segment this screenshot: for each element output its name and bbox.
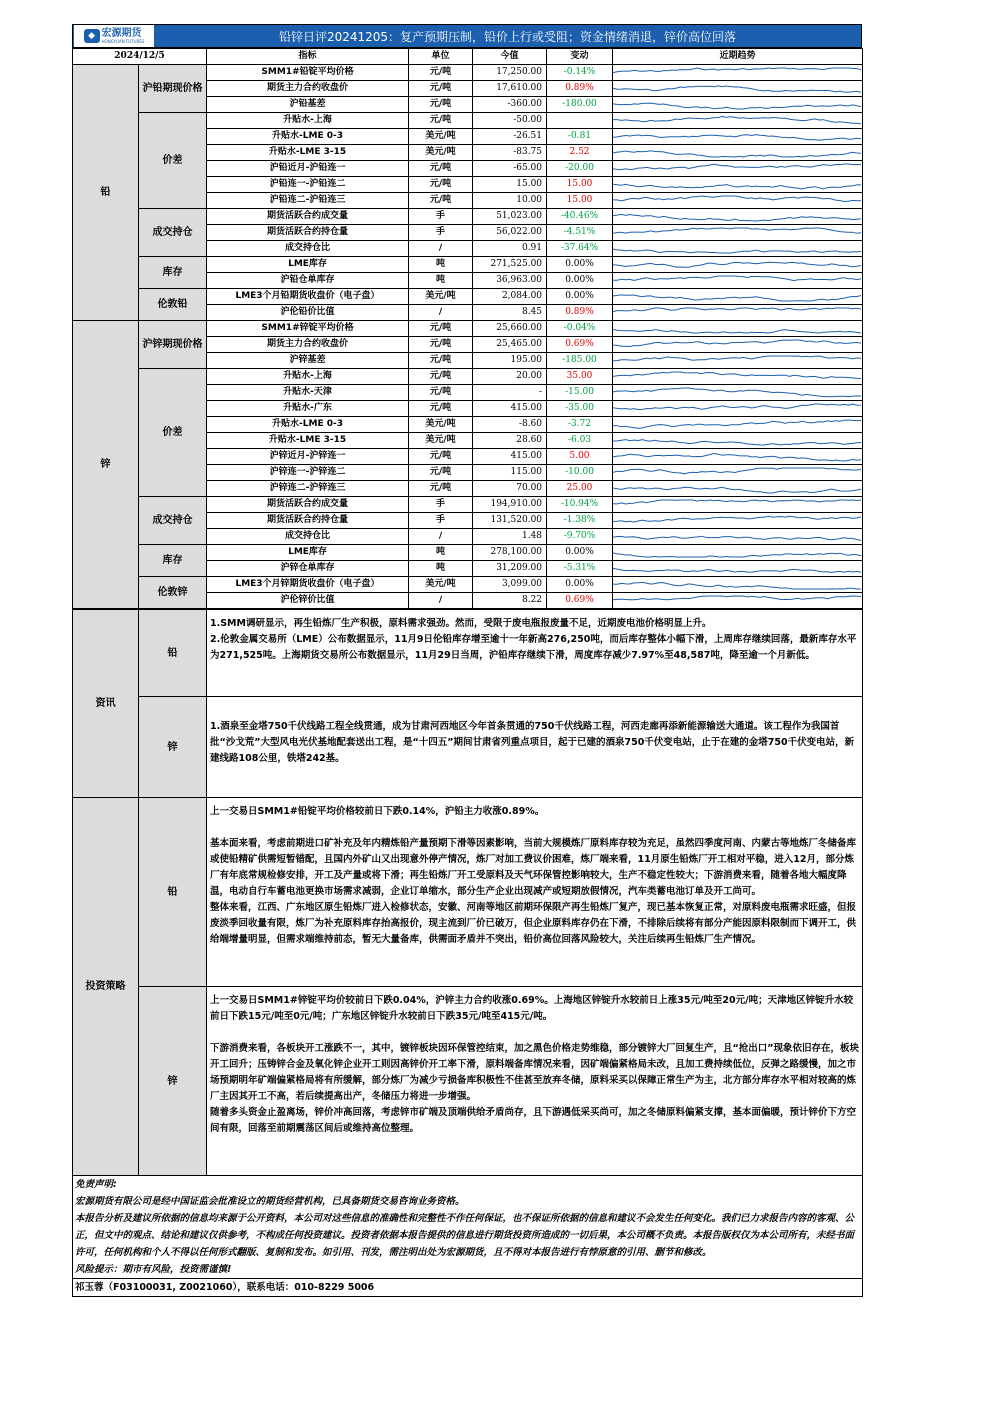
price-table: [72, 48, 863, 609]
indicator-trend: [613, 481, 863, 497]
indicator-trend: [613, 577, 863, 593]
indicator-value: 0.91: [473, 241, 547, 257]
indicator-change: 35.00: [547, 369, 613, 385]
indicator-change: -5.31%: [547, 561, 613, 577]
indicator-unit: 元/吨: [409, 321, 473, 337]
indicator-trend: [613, 385, 863, 401]
trend-sparkline: [613, 162, 861, 175]
indicator-trend: [613, 177, 863, 193]
indicator-change: -0.81: [547, 129, 613, 145]
indicator-value: 70.00: [473, 481, 547, 497]
indicator-value: -: [473, 385, 547, 401]
table-row: [73, 209, 863, 225]
indicator-name: 沪伦锌价比值: [207, 593, 409, 609]
indicator-change: 15.00: [547, 177, 613, 193]
group-label: 成交持仓: [139, 209, 207, 257]
table-row: [73, 577, 863, 593]
indicator-unit: 元/吨: [409, 369, 473, 385]
info-lead-paragraph: 2.伦敦金属交易所（LME）公布数据显示，11月9日伦铅库存增至逾十一年新高276,250吨，而后库存整体小幅下滑，上周库存继续回落，最新库存水平为271,525吨。上海期货交易所公布数据显示，11月29日当周，沪铅库存继续下滑，周度库存减少7.97%至48,587吨，降至逾一个月新低。: [210, 634, 857, 661]
col-unit: 单位: [409, 49, 473, 65]
trend-sparkline: [613, 114, 861, 127]
indicator-change: -15.00: [547, 385, 613, 401]
indicator-name: 升贴水-上海: [207, 369, 409, 385]
trend-sparkline: [613, 402, 861, 415]
group-label: 库存: [139, 257, 207, 289]
indicator-value: 3,099.00: [473, 577, 547, 593]
indicator-value: 25,660.00: [473, 321, 547, 337]
trend-sparkline: [613, 274, 861, 287]
indicator-change: 0.69%: [547, 593, 613, 609]
trend-sparkline: [613, 178, 861, 191]
info-lead-row: [73, 610, 863, 697]
trend-sparkline: [613, 466, 861, 479]
trend-sparkline: [613, 194, 861, 207]
indicator-name: 期货活跃合约成交量: [207, 497, 409, 513]
indicator-unit: 元/吨: [409, 113, 473, 129]
indicator-change: 0.00%: [547, 577, 613, 593]
indicator-change: -3.72: [547, 417, 613, 433]
indicator-unit: 元/吨: [409, 81, 473, 97]
trend-sparkline: [613, 450, 861, 463]
trend-sparkline: [613, 306, 861, 319]
trend-sparkline: [613, 386, 861, 399]
indicator-value: -83.75: [473, 145, 547, 161]
table-row: [73, 545, 863, 561]
report-sheet: [72, 24, 862, 1297]
trend-sparkline: [613, 418, 861, 431]
indicator-name: LME3个月铅期货收盘价（电子盘）: [207, 289, 409, 305]
indicator-name: 期货主力合约收盘价: [207, 337, 409, 353]
indicator-name: 沪铅连二-沪铅连三: [207, 193, 409, 209]
indicator-name: 沪锌连二-沪锌连三: [207, 481, 409, 497]
indicator-trend: [613, 289, 863, 305]
group-label: 伦敦铅: [139, 289, 207, 321]
indicator-name: 沪锌连一-沪锌连二: [207, 465, 409, 481]
trend-sparkline: [613, 482, 861, 495]
indicator-unit: /: [409, 241, 473, 257]
indicator-trend: [613, 337, 863, 353]
indicator-unit: 元/吨: [409, 481, 473, 497]
indicator-value: -360.00: [473, 97, 547, 113]
indicator-change: 0.89%: [547, 81, 613, 97]
indicator-unit: 美元/吨: [409, 577, 473, 593]
indicator-trend: [613, 321, 863, 337]
strategy-lead-text: [207, 798, 863, 987]
indicator-trend: [613, 497, 863, 513]
indicator-unit: 元/吨: [409, 65, 473, 81]
indicator-change: 2.52: [547, 145, 613, 161]
table-row: [73, 257, 863, 273]
indicator-unit: 元/吨: [409, 193, 473, 209]
indicator-name: 升贴水-LME 3-15: [207, 145, 409, 161]
indicator-trend: [613, 593, 863, 609]
trend-sparkline: [613, 498, 861, 511]
indicator-trend: [613, 561, 863, 577]
indicator-change: 15.00: [547, 193, 613, 209]
trend-sparkline: [613, 546, 861, 559]
indicator-trend: [613, 417, 863, 433]
group-label: 伦敦锌: [139, 577, 207, 609]
company-logo: [74, 25, 154, 47]
col-indicator: 指标: [207, 49, 409, 65]
disclaimer-line: 本报告分析及建议所依据的信息均来源于公开资料，本公司对这些信息的准确性和完整性不作任何保证，也不保证所依据的信息和建议不会发生任何变化。我们已力求报告内容的客观、公正，但文中的观点、结论和建议仅供参考，不构成任何投资建议。投资者依据本报告提供的信息进行期货投资所造成的一切后果，本公司概不负责。本报告版权仅为本公司所有，未经书面许可，任何机构和个人不得以任何形式翻版、复制和发布。如引用、刊发，需注明出处为宏源期货，且不得对本报告进行有悖原意的引用、删节和修改。: [75, 1213, 855, 1258]
indicator-unit: 元/吨: [409, 353, 473, 369]
indicator-change: -40.46%: [547, 209, 613, 225]
indicator-unit: 吨: [409, 257, 473, 273]
indicator-trend: [613, 273, 863, 289]
logo-text: 宏源期货: [101, 27, 142, 39]
indicator-trend: [613, 465, 863, 481]
group-label: 成交持仓: [139, 497, 207, 545]
indicator-value: 115.00: [473, 465, 547, 481]
logo-subtext: HONGYUAN FUTURES: [101, 38, 145, 44]
indicator-change: -1.38%: [547, 513, 613, 529]
trend-sparkline: [613, 290, 861, 303]
indicator-unit: 美元/吨: [409, 145, 473, 161]
info-table: [72, 609, 863, 1297]
indicator-unit: /: [409, 529, 473, 545]
indicator-unit: 手: [409, 513, 473, 529]
indicator-value: 278,100.00: [473, 545, 547, 561]
indicator-value: 415.00: [473, 449, 547, 465]
trend-sparkline: [613, 514, 861, 527]
indicator-name: 成交持仓比: [207, 241, 409, 257]
report-title: 铅锌日评20241205：复产预期压制，铅价上行或受阻；资金情绪消退，锌价高位回落: [278, 29, 737, 44]
indicator-name: 沪铅基差: [207, 97, 409, 113]
trend-sparkline: [613, 82, 861, 95]
indicator-trend: [613, 305, 863, 321]
strategy-zinc-row: [73, 987, 863, 1176]
info-zinc-label: 锌: [139, 697, 207, 798]
indicator-name: SMM1#铅锭平均价格: [207, 65, 409, 81]
indicator-trend: [613, 369, 863, 385]
indicator-trend: [613, 401, 863, 417]
indicator-value: 271,525.00: [473, 257, 547, 273]
strategy-lead-spacer: [210, 820, 859, 836]
indicator-trend: [613, 145, 863, 161]
indicator-value: 415.00: [473, 401, 547, 417]
indicator-name: 期货活跃合约持仓量: [207, 225, 409, 241]
indicator-unit: 元/吨: [409, 401, 473, 417]
indicator-unit: 手: [409, 497, 473, 513]
indicator-value: 28.60: [473, 433, 547, 449]
indicator-change: -10.00: [547, 465, 613, 481]
indicator-change: -37.64%: [547, 241, 613, 257]
indicator-value: -8.60: [473, 417, 547, 433]
indicator-trend: [613, 225, 863, 241]
indicator-value: -65.00: [473, 161, 547, 177]
indicator-value: 195.00: [473, 353, 547, 369]
indicator-trend: [613, 193, 863, 209]
trend-sparkline: [613, 146, 861, 159]
indicator-value: 2,084.00: [473, 289, 547, 305]
table-row: [73, 113, 863, 129]
indicator-name: 期货主力合约收盘价: [207, 81, 409, 97]
trend-sparkline: [613, 370, 861, 383]
indicator-name: 升贴水-天津: [207, 385, 409, 401]
indicator-value: 56,022.00: [473, 225, 547, 241]
indicator-change: 0.00%: [547, 289, 613, 305]
indicator-value: 8.22: [473, 593, 547, 609]
table-row: [73, 497, 863, 513]
logo-mark-icon: ◆: [84, 29, 100, 43]
indicator-unit: 吨: [409, 273, 473, 289]
trend-sparkline: [613, 530, 861, 543]
indicator-name: SMM1#锌锭平均价格: [207, 321, 409, 337]
group-label: 库存: [139, 545, 207, 577]
indicator-unit: 美元/吨: [409, 417, 473, 433]
section-label: 锌: [73, 321, 139, 609]
strategy-lead-label: 铅: [139, 798, 207, 987]
indicator-unit: 手: [409, 225, 473, 241]
disclaimer-line: 宏源期货有限公司是经中国证监会批准设立的期货经营机构，已具备期货交易咨询业务资格。: [75, 1196, 465, 1207]
indicator-unit: 元/吨: [409, 337, 473, 353]
info-label: 资讯: [73, 610, 139, 798]
indicator-name: 沪铅连一-沪铅连二: [207, 177, 409, 193]
info-zinc-text: [207, 697, 863, 798]
indicator-change: 0.00%: [547, 545, 613, 561]
indicator-trend: [613, 545, 863, 561]
indicator-unit: 吨: [409, 561, 473, 577]
strategy-zinc-paragraph: 上一交易日SMM1#锌锭平均价较前日下跌0.04%，沪锌主力合约收涨0.69%。上海地区锌锭升水较前日上涨35元/吨至20元/吨；天津地区锌锭升水较前日下跌15元/吨至0元/吨；广东地区锌锭升水较前日下跌35元/吨至415元/吨。: [210, 995, 854, 1022]
price-table-body: [73, 65, 863, 609]
indicator-trend: [613, 513, 863, 529]
indicator-trend: [613, 449, 863, 465]
indicator-unit: 元/吨: [409, 161, 473, 177]
strategy-zinc-label: 锌: [139, 987, 207, 1176]
indicator-change: -35.00: [547, 401, 613, 417]
indicator-name: LME库存: [207, 545, 409, 561]
trend-sparkline: [613, 258, 861, 271]
indicator-value: 8.45: [473, 305, 547, 321]
indicator-trend: [613, 529, 863, 545]
indicator-unit: /: [409, 593, 473, 609]
strategy-zinc-spacer: [210, 1025, 859, 1041]
indicator-unit: 手: [409, 209, 473, 225]
indicator-change: 0.00%: [547, 273, 613, 289]
indicator-name: 沪铅仓单库存: [207, 273, 409, 289]
indicator-name: 沪伦铅价比值: [207, 305, 409, 321]
trend-sparkline: [613, 210, 861, 223]
indicator-unit: 元/吨: [409, 385, 473, 401]
table-row: [73, 65, 863, 81]
report-date: 2024/12/5: [73, 49, 207, 65]
indicator-name: LME3个月锌期货收盘价（电子盘）: [207, 577, 409, 593]
table-row: [73, 289, 863, 305]
indicator-change: 0.00%: [547, 257, 613, 273]
disclaimer-row: [73, 1176, 863, 1279]
indicator-value: -26.51: [473, 129, 547, 145]
trend-sparkline: [613, 66, 861, 79]
indicator-trend: [613, 353, 863, 369]
indicator-name: 沪锌基差: [207, 353, 409, 369]
indicator-name: 成交持仓比: [207, 529, 409, 545]
strategy-zinc-text: [207, 987, 863, 1176]
info-lead-label: 铅: [139, 610, 207, 697]
indicator-trend: [613, 81, 863, 97]
indicator-change: -0.04%: [547, 321, 613, 337]
indicator-value: 36,963.00: [473, 273, 547, 289]
strategy-zinc-paragraph: 下游消费来看，各板块开工涨跌不一，其中，镀锌板块因环保管控结束，加之黑色价格走势维稳，部分镀锌大厂回复生产，且“抢出口”现象依旧存在，板块开工回升；压铸锌合金及氧化锌企业开工则因高锌价开工率下滑，原料端备库情况来看，因矿端偏紧格局未改，且加工费持续低位，反弹之路缓慢，加之市场预期明年矿端偏紧格局将有所缓解，部分炼厂为减少亏损备库积极性不佳甚至放弃冬储，原料采买以保障正常生产为主，北方部分库存水平相对较高的炼厂主因其开工不高，若后续提高出产，冬储压力将进一步增强。: [210, 1043, 859, 1102]
indicator-change: 0.89%: [547, 305, 613, 321]
analyst-contact: 祁玉蓉（F03100031, Z0021060），联系电话：010-8229 5006: [73, 1279, 863, 1297]
trend-sparkline: [613, 434, 861, 447]
strategy-lead-paragraph: 整体来看，江西、广东地区原生铅炼厂进入检修状态，安徽、河南等地区前期环保限产再生铅炼厂复产，现已基本恢复正常，对原料废电瓶需求旺盛，但报废淡季回收量有限，炼厂为补充原料库存抬高报价，现主流到厂价已破万，但企业原料库存仍在下滑，不排除后续将有部分产能因原料限制而下调开工，供给端增量明显，但需求端维持前态，暂无大量备库，供需面矛盾并不突出，铅价高位回落风险较大，关注后续再生铅炼厂生产情况。: [210, 902, 857, 945]
trend-sparkline: [613, 562, 861, 575]
trend-sparkline: [613, 578, 861, 591]
indicator-change: 5.00: [547, 449, 613, 465]
info-lead-paragraph: 1.SMM调研显示，再生铅炼厂生产积极，原料需求强劲。然而，受限于废电瓶报废量不足，近期废电池价格明显上升。: [210, 618, 712, 629]
indicator-value: 194,910.00: [473, 497, 547, 513]
group-label: 沪锌期现价格: [139, 321, 207, 369]
indicator-value: 1.48: [473, 529, 547, 545]
strategy-lead-paragraph: 上一交易日SMM1#铅锭平均价格较前日下跌0.14%，沪铅主力收涨0.89%。: [210, 806, 545, 817]
group-label: 价差: [139, 113, 207, 209]
indicator-change: -4.51%: [547, 225, 613, 241]
strategy-zinc-paragraph: 随着多头资金止盈离场，锌价冲高回落，考虑锌市矿端及顶端供给矛盾尚存，且下游遇低采买尚可，加之冬储原料偏紧支撑，基本面偏暖，预计锌价下方空间有限，回落至前期震荡区间后或维持高位整理。: [210, 1107, 857, 1134]
col-change: 变动: [547, 49, 613, 65]
strategy-lead-row: [73, 798, 863, 987]
trend-sparkline: [613, 322, 861, 335]
indicator-trend: [613, 433, 863, 449]
indicator-name: 升贴水-广东: [207, 401, 409, 417]
indicator-change: [547, 113, 613, 129]
indicator-name: 升贴水-上海: [207, 113, 409, 129]
indicator-change: -6.03: [547, 433, 613, 449]
indicator-change: 0.69%: [547, 337, 613, 353]
indicator-value: 10.00: [473, 193, 547, 209]
strategy-label: 投资策略: [73, 798, 139, 1176]
indicator-value: 51,023.00: [473, 209, 547, 225]
indicator-name: 期货活跃合约成交量: [207, 209, 409, 225]
indicator-value: 15.00: [473, 177, 547, 193]
indicator-value: 25,465.00: [473, 337, 547, 353]
disclaimer-title: 免责声明:: [75, 1179, 117, 1190]
indicator-change: -0.14%: [547, 65, 613, 81]
contact-row: [73, 1279, 863, 1297]
indicator-name: 沪锌近月-沪锌连一: [207, 449, 409, 465]
indicator-change: -10.94%: [547, 497, 613, 513]
indicator-name: 沪锌仓单库存: [207, 561, 409, 577]
section-label: 铅: [73, 65, 139, 321]
indicator-unit: 美元/吨: [409, 289, 473, 305]
trend-sparkline: [613, 226, 861, 239]
indicator-name: LME库存: [207, 257, 409, 273]
indicator-value: 17,250.00: [473, 65, 547, 81]
indicator-value: 17,610.00: [473, 81, 547, 97]
trend-sparkline: [613, 338, 861, 351]
indicator-change: -180.00: [547, 97, 613, 113]
indicator-change: -185.00: [547, 353, 613, 369]
indicator-trend: [613, 241, 863, 257]
table-row: [73, 369, 863, 385]
indicator-value: -50.00: [473, 113, 547, 129]
col-trend: 近期趋势: [613, 49, 863, 65]
indicator-unit: /: [409, 305, 473, 321]
trend-sparkline: [613, 98, 861, 111]
indicator-unit: 美元/吨: [409, 433, 473, 449]
indicator-trend: [613, 113, 863, 129]
strategy-lead-paragraph: 基本面来看，考虑前期进口矿补充及年内精炼铅产量预期下滑等因素影响，当前大规模炼厂原料库存较为充足，虽然四季度河南、内蒙古等地炼厂冬储备库或使铅精矿供需短暂错配，且国内外矿山又出现意外停产情况，炼厂对加工费议价困难，炼厂端来看，11月原生铅炼厂开工相对平稳，进入12月，部分炼厂有年底常规检修安排，开工及产量或将下滑；再生铅炼厂开工受原料及天气环保管控影响较大，生产不稳定性较大；下游消费来看，随着各地大幅度降温，电动自行车蓄电池更换市场需求减弱，企业订单缩水，部分生产企业出现减产或短期放假情况，汽车类蓄电池订单及开工尚可。: [210, 838, 857, 897]
indicator-unit: 吨: [409, 545, 473, 561]
indicator-name: 升贴水-LME 0-3: [207, 417, 409, 433]
indicator-change: -20.00: [547, 161, 613, 177]
indicator-unit: 美元/吨: [409, 129, 473, 145]
table-row: [73, 321, 863, 337]
info-zinc-paragraph: 1.酒泉至金塔750千伏线路工程全线贯通，成为甘肃河西地区今年首条贯通的750千伏线路工程，河西走廊再添新能源输送大通道。该工程作为我国首批“沙戈荒”大型风电光伏基地配套送出工程，是“十四五”期间甘肃省列重点项目，起于已建的酒泉750千伏变电站，止于在建的金塔750千伏变电站，新建线路108公里，铁塔242基。: [210, 721, 855, 764]
indicator-trend: [613, 65, 863, 81]
indicator-value: 20.00: [473, 369, 547, 385]
indicator-name: 升贴水-LME 3-15: [207, 433, 409, 449]
indicator-name: 期货活跃合约持仓量: [207, 513, 409, 529]
report-header: [72, 24, 862, 48]
trend-sparkline: [613, 130, 861, 143]
indicator-trend: [613, 161, 863, 177]
info-lead-text: [207, 610, 863, 697]
indicator-change: 25.00: [547, 481, 613, 497]
indicator-value: 131,520.00: [473, 513, 547, 529]
disclaimer-line: 风险提示：期市有风险，投资需谨慎!: [75, 1264, 232, 1275]
indicator-unit: 元/吨: [409, 449, 473, 465]
trend-sparkline: [613, 242, 861, 255]
indicator-trend: [613, 129, 863, 145]
indicator-name: 升贴水-LME 0-3: [207, 129, 409, 145]
indicator-trend: [613, 209, 863, 225]
trend-sparkline: [613, 354, 861, 367]
indicator-unit: 元/吨: [409, 177, 473, 193]
table-header-row: [73, 49, 863, 65]
indicator-unit: 元/吨: [409, 97, 473, 113]
indicator-trend: [613, 257, 863, 273]
indicator-trend: [613, 97, 863, 113]
group-label: 价差: [139, 369, 207, 497]
disclaimer: [73, 1176, 863, 1279]
trend-sparkline: [613, 594, 861, 607]
indicator-change: -9.70%: [547, 529, 613, 545]
col-value: 今值: [473, 49, 547, 65]
info-zinc-row: [73, 697, 863, 798]
indicator-unit: 元/吨: [409, 465, 473, 481]
group-label: 沪铅期现价格: [139, 65, 207, 113]
indicator-value: 31,209.00: [473, 561, 547, 577]
indicator-name: 沪铅近月-沪铅连一: [207, 161, 409, 177]
